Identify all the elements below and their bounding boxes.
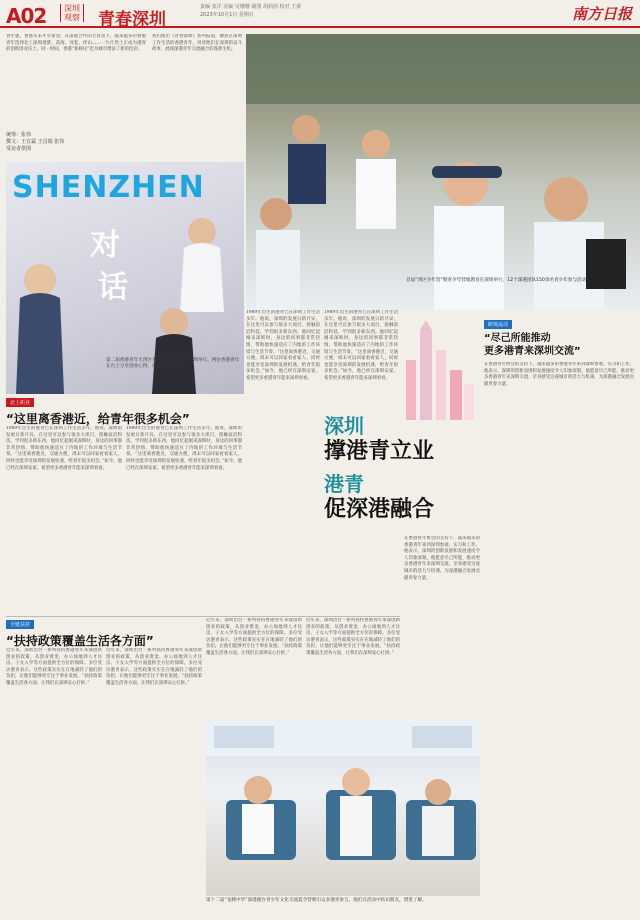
story2-body-col2: 近年来，深圳出台一系列扶持香港青年来深创新创业的政策，从创业资金、办公场地到人才住房、子女入学等方面提供全方位的保障。多位受访港青表示，这些政策实实在在地减轻了他们的负担，让他们能够更专注于事业发展。“扶持政策覆盖生活各方面，让我们在深圳安心打拼。” [106, 648, 202, 686]
story1-body-col3: 1989年出生的港青已在深圳工作生活多年。他说，深圳的发展日新月异，在这里可以参与很多大项目，接触前沿科技，学到很多新东西。他回忆起刚来深圳时，身边的同事都非常热情，帮助他快速适应了内地的工作环境与生活节奏。“这里离香港近，交通方便，周末可以回家看看家人，同时也能享受深圳的发展机遇，给青年很多机会。”如今，他已经在深圳安家，希望更多香港青年能来深圳看看。 [246, 310, 320, 381]
editors-line: 责编 张洋 美编 吴珊珊 制图 胡润茜 校对 王睿 2023年10月1日 星期日 [200, 4, 302, 18]
masthead [0, 0, 640, 28]
dialogue-photo [6, 162, 244, 394]
story2-tag: 全链扶持 [6, 620, 34, 629]
credits: 统筹：张伟 撰文：王宣霖 王昌瑞 张伟 受访者供图 [6, 132, 65, 152]
dialogue-char-1: 对 [90, 228, 120, 263]
story1-body-col2: 1989年出生的港青已在深圳工作生活多年。他说，深圳的发展日新月异，在这里可以参与很多大项目，接触前沿科技，学到很多新东西。他回忆起刚来深圳时，身边的同事都非常热情，帮助他快速适应了内地的工作环境与生活节奏。“这里离香港近，交通方便，周末可以回家看看家人，同时也能享受深圳的发展机遇，给青年很多机会。”如今，他已经在深圳安家，希望更多香港青年能来深圳看看。 [126, 426, 242, 471]
story1-body-col4: 1989年出生的港青已在深圳工作生活多年。他说，深圳的发展日新月异，在这里可以参与很多大项目，接触前沿科技，学到很多新东西。他回忆起刚来深圳时，身边的同事都非常热情，帮助他快速适应了内地的工作环境与生活节奏。“这里离香港近，交通方便，周末可以回家看看家人，同时也能享受深圳的发展机遇，给青年很多机会。”如今，他已经在深圳安家，希望更多香港青年能来深圳看看。 [324, 310, 398, 381]
center-line2-a: 港青 [324, 472, 364, 496]
story1-body-col1: 1989年出生的港青已在深圳工作生活多年。他说，深圳的发展日新月异，在这里可以参与很多大项目，接触前沿科技，学到很多新东西。他回忆起刚来深圳时，身边的同事都非常热情，帮助他快速适应了内地的工作环境与生活节奏。“这里离香港近，交通方便，周末可以回家看看家人，同时也能享受深圳的发展机遇，给青年很多机会。”如今，他已经在深圳安家，希望更多香港青年能来深圳看看。 [6, 426, 122, 471]
shenzhen-overlay: SHENZHEN [12, 170, 205, 205]
story3-body: 在香港青年协会的支持下，越来越多的香港青年来到深圳参观、实习和工作。他表示，深圳的创新氛围和发展速度令人印象深刻，他愿意尽己所能，推动更多香港青年来深圳交流，亲身感受这座城市的活力与机遇，为深港融合发展贡献青春力量。 [484, 362, 634, 387]
dialogue-caption: 第二届香港青年大湾区青年企业家峰会在深圳举行。两位香港青年在台上分享创业心得，现场座无虚席。 [106, 358, 240, 370]
story2-headline: “扶持政策覆盖生活各方面” [6, 634, 154, 648]
section-label: 深圳 观察 [60, 4, 84, 22]
center-line1-b: 撑港青立业 [324, 439, 435, 464]
section-title: 青春深圳 [98, 10, 166, 30]
center-line2-b: 促深港融合 [324, 497, 435, 522]
story3-headline: “尽己所能推动 更多港青来深圳交流” [484, 333, 581, 357]
story3-tag: 跨境流动 [484, 320, 512, 329]
dialogue-char-2: 话 [98, 270, 128, 305]
center-line1-a: 深圳 [324, 414, 364, 438]
students-caption: 首届“湾区少年营”暨青少年营地教育在深圳举行，12个深港团队150余名青少年参与活动。 [406, 278, 591, 283]
section-divider [6, 616, 400, 617]
intro-column-2: 我们推出《青春深圳》系列报道，聚焦在深圳工作生活的香港青年，讲述他们在深圳的奋斗故事，展现深港青年交流融合的蓬勃生机。 [152, 34, 242, 53]
story1-tag: 北上拓业 [6, 398, 34, 407]
students-illustration [246, 34, 640, 310]
center-headline-block [324, 410, 484, 530]
story2-body-col1: 近年来，深圳出台一系列扶持香港青年来深创新创业的政策，从创业资金、办公场地到人才住房、子女入学等方面提供全方位的保障。多位受访港青表示，这些政策实实在在地减轻了他们的负担，让他们能够更专注于事业发展。“扶持政策覆盖生活各方面，让我们在深圳安心打拼。” [6, 648, 102, 686]
intro-column-1: 青年强，香港未来才有希望。在深港合作的大背景下，越来越多的香港青年选择北上深圳逐梦，前海、河套、坪山……一片片热土正成为港青的创新创业沃土。同一时间，香港“新移民”也为城市增添了新的色彩。 [6, 34, 146, 53]
passengers-illustration [206, 720, 480, 896]
story1-headline: “这里离香港近，给青年很多机会” [6, 412, 190, 426]
train-photo [206, 720, 480, 896]
newspaper-logo: 南方日报 [571, 5, 632, 23]
skyline-illustration [400, 320, 478, 420]
story2-body-col4: 近年来，深圳出台一系列扶持香港青年来深创新创业的政策，从创业资金、办公场地到人才住房、子女入学等方面提供全方位的保障。多位受访港青表示，这些政策实实在在地减轻了他们的负担，让他们能够更专注于事业发展。“扶持政策覆盖生活各方面，让我们在深圳安心打拼。” [306, 618, 400, 656]
students-photo [246, 34, 640, 310]
story2-body-col3: 近年来，深圳出台一系列扶持香港青年来深创新创业的政策，从创业资金、办公场地到人才住房、子女入学等方面提供全方位的保障。多位受访港青表示，这些政策实实在在地减轻了他们的负担，让他们能够更专注于事业发展。“扶持政策覆盖生活各方面，让我们在深圳安心打拼。” [206, 618, 302, 656]
train-caption: 第十二届“龙腾中华”深港澳台青少年文化交流夏令营吸引众多港青参与，他们在活动中结识朋友，增进了解。 [206, 898, 427, 903]
story3-body-col2: 在香港青年协会的支持下，越来越多的香港青年来到深圳参观、实习和工作。他表示，深圳的创新氛围和发展速度令人印象深刻，他愿意尽己所能，推动更多香港青年来深圳交流，亲身感受这座城市的活力与机遇，为深港融合发展贡献青春力量。 [404, 536, 480, 581]
page-code: A02 [6, 4, 47, 28]
